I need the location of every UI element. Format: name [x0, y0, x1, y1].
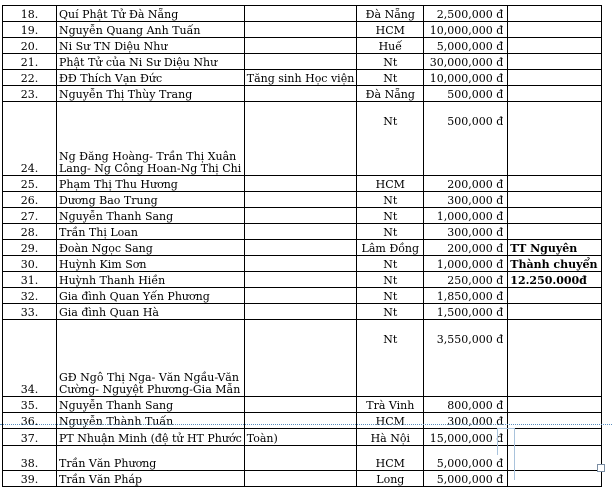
- donor-place: HCM: [357, 413, 424, 429]
- donor-place: Đà Nẵng: [357, 6, 424, 22]
- table-row: [3, 272, 602, 288]
- donor-place: Trà Vinh: [357, 397, 424, 413]
- donor-name: Phật Tử của Ni Sư Diệu Như: [57, 54, 245, 70]
- donor-note: [244, 288, 357, 304]
- donor-note: [244, 102, 357, 176]
- row-number: 22.: [3, 70, 57, 86]
- side-note: [508, 22, 602, 38]
- donation-amount: 500,000 đ: [424, 86, 508, 102]
- donation-amount: 5,000,000 đ: [424, 38, 508, 54]
- donor-place: Nt: [357, 304, 424, 320]
- side-note: [508, 208, 602, 224]
- row-number: 37.: [3, 429, 57, 446]
- table-row: [3, 413, 602, 429]
- donor-name: Dương Bao Trung: [57, 192, 245, 208]
- side-note: [508, 70, 602, 86]
- side-note: 12.250.000đ: [508, 272, 602, 288]
- donation-amount: 500,000 đ: [424, 102, 508, 176]
- side-note: [508, 224, 602, 240]
- donor-note: [244, 272, 357, 288]
- side-note: [508, 304, 602, 320]
- table-row: [3, 176, 602, 192]
- table-row: [3, 240, 602, 256]
- donation-amount: 1,000,000 đ: [424, 256, 508, 272]
- donor-note: [244, 471, 357, 487]
- donor-name: Gia đình Quan Hà: [57, 304, 245, 320]
- side-note: [508, 176, 602, 192]
- side-note: [508, 446, 602, 471]
- page-break-line: [0, 424, 612, 425]
- donor-name: Nguyễn Quang Anh Tuấn: [57, 22, 245, 38]
- row-number: 31.: [3, 272, 57, 288]
- row-number: 32.: [3, 288, 57, 304]
- donation-amount: 300,000 đ: [424, 413, 508, 429]
- donation-amount: 200,000 đ: [424, 176, 508, 192]
- donor-note: [244, 413, 357, 429]
- donor-place: Nt: [357, 256, 424, 272]
- donation-table: [2, 5, 602, 487]
- donor-name: ĐĐ Thích Vạn Đức: [57, 70, 245, 86]
- donation-amount: 3,550,000 đ: [424, 320, 508, 397]
- donor-note: [244, 320, 357, 397]
- donor-place: HCM: [357, 446, 424, 471]
- donation-amount: 30,000,000 đ: [424, 54, 508, 70]
- side-note: [508, 288, 602, 304]
- table-row: [3, 86, 602, 102]
- row-number: 19.: [3, 22, 57, 38]
- table-row: [3, 224, 602, 240]
- donation-amount: 300,000 đ: [424, 192, 508, 208]
- row-number: 28.: [3, 224, 57, 240]
- side-note: [508, 38, 602, 54]
- donation-amount: 5,000,000 đ: [424, 471, 508, 487]
- row-number: 34.: [3, 320, 57, 397]
- table-row: [3, 54, 602, 70]
- donor-place: Nt: [357, 70, 424, 86]
- table-row: [3, 22, 602, 38]
- side-note: [508, 320, 602, 397]
- donation-amount: 1,500,000 đ: [424, 304, 508, 320]
- side-note: [508, 6, 602, 22]
- table-row: [3, 256, 602, 272]
- donor-name: Nguyễn Thanh Sang: [57, 208, 245, 224]
- donor-place: Long: [357, 471, 424, 487]
- donor-name: PT Nhuận Minh (đệ tử HT Phước: [57, 429, 245, 446]
- donor-name: Ni Sư TN Diệu Như: [57, 38, 245, 54]
- donor-note: [244, 224, 357, 240]
- side-note: [508, 102, 602, 176]
- row-number: 21.: [3, 54, 57, 70]
- donor-note: [244, 54, 357, 70]
- donation-table-body: [3, 6, 602, 487]
- donor-place: Nt: [357, 272, 424, 288]
- donor-place: Nt: [357, 54, 424, 70]
- side-note: [508, 397, 602, 413]
- row-number: 18.: [3, 6, 57, 22]
- donor-note: [244, 86, 357, 102]
- donor-note: [244, 22, 357, 38]
- row-number: 35.: [3, 397, 57, 413]
- donation-amount: 15,000,000 đ: [424, 429, 508, 446]
- table-row: [3, 38, 602, 54]
- table-row: [3, 471, 602, 487]
- donor-name: Trần Văn Pháp: [57, 471, 245, 487]
- table-row: [3, 208, 602, 224]
- side-note: [508, 86, 602, 102]
- table-row: [3, 288, 602, 304]
- row-number: 27.: [3, 208, 57, 224]
- row-number: 38.: [3, 446, 57, 471]
- donor-place: Nt: [357, 320, 424, 397]
- page-margin-marker: [497, 428, 515, 455]
- table-row: [3, 192, 602, 208]
- donor-place: Nt: [357, 208, 424, 224]
- donor-place: Nt: [357, 288, 424, 304]
- row-number: 30.: [3, 256, 57, 272]
- donor-place: Nt: [357, 224, 424, 240]
- donor-name: Nguyễn Thị Thùy Trang: [57, 86, 245, 102]
- donor-note: [244, 6, 357, 22]
- donor-name: Ng Đăng Hoàng- Trần Thị Xuân Lang- Ng Công Hoan-Ng Thị Chi: [57, 102, 245, 176]
- donor-place: HCM: [357, 22, 424, 38]
- donation-amount: 800,000 đ: [424, 397, 508, 413]
- donor-note: [244, 256, 357, 272]
- table-row: [3, 304, 602, 320]
- donor-name: Nguyễn Thanh Sang: [57, 397, 245, 413]
- donor-name: Huỳnh Kim Sơn: [57, 256, 245, 272]
- donation-amount: 10,000,000 đ: [424, 22, 508, 38]
- donor-name: Trần Văn Phương: [57, 446, 245, 471]
- donation-amount: 200,000 đ: [424, 240, 508, 256]
- side-note: [508, 413, 602, 429]
- table-row: [3, 6, 602, 22]
- donor-note: [244, 208, 357, 224]
- donor-note: [244, 446, 357, 471]
- donation-amount: 1,000,000 đ: [424, 208, 508, 224]
- donation-amount: 250,000 đ: [424, 272, 508, 288]
- donor-note: [244, 38, 357, 54]
- donor-note: [244, 240, 357, 256]
- side-note: [508, 192, 602, 208]
- donor-note: Tăng sinh Học viện: [244, 70, 357, 86]
- donation-amount: 1,850,000 đ: [424, 288, 508, 304]
- donor-name: Huỳnh Thanh Hiền: [57, 272, 245, 288]
- donor-place: Đà Nẵng: [357, 86, 424, 102]
- donor-note: Toàn): [244, 429, 357, 446]
- row-number: 33.: [3, 304, 57, 320]
- side-note: [508, 54, 602, 70]
- donor-name: Nguyễn Thành Tuấn: [57, 413, 245, 429]
- row-number: 36.: [3, 413, 57, 429]
- donor-place: Nt: [357, 192, 424, 208]
- donation-amount: 300,000 đ: [424, 224, 508, 240]
- donor-name: Gia đình Quan Yến Phương: [57, 288, 245, 304]
- table-row: [3, 320, 602, 397]
- side-note: Thành chuyển: [508, 256, 602, 272]
- row-number: 39.: [3, 471, 57, 487]
- row-number: 23.: [3, 86, 57, 102]
- donation-amount: 2,500,000 đ: [424, 6, 508, 22]
- row-number: 29.: [3, 240, 57, 256]
- side-note: [508, 429, 602, 446]
- table-resize-handle[interactable]: [597, 464, 605, 472]
- donor-name: Đoàn Ngọc Sang: [57, 240, 245, 256]
- donor-name: GĐ Ngô Thị Nga- Văn Ngầu-Văn Cường- Nguyệt Phương-Gia Mẫn: [57, 320, 245, 397]
- donation-amount: 5,000,000 đ: [424, 446, 508, 471]
- donor-name: Phạm Thị Thu Hương: [57, 176, 245, 192]
- row-number: 20.: [3, 38, 57, 54]
- donor-note: [244, 192, 357, 208]
- row-number: 26.: [3, 192, 57, 208]
- donor-note: [244, 176, 357, 192]
- donor-place: Lâm Đồng: [357, 240, 424, 256]
- donor-place: Nt: [357, 102, 424, 176]
- table-row: [3, 397, 602, 413]
- table-row: [3, 102, 602, 176]
- donor-place: HCM: [357, 176, 424, 192]
- donor-name: Quí Phật Tử Đà Nẵng: [57, 6, 245, 22]
- row-number: 25.: [3, 176, 57, 192]
- donor-name: Trần Thị Loan: [57, 224, 245, 240]
- row-number: 24.: [3, 102, 57, 176]
- page-margin-marker-line: [514, 428, 515, 480]
- donation-amount: 10,000,000 đ: [424, 70, 508, 86]
- side-note: TT Nguyên: [508, 240, 602, 256]
- donor-note: [244, 397, 357, 413]
- donor-place: Hà Nội: [357, 429, 424, 446]
- table-row: [3, 70, 602, 86]
- donor-note: [244, 304, 357, 320]
- side-note: [508, 471, 602, 487]
- donor-place: Huế: [357, 38, 424, 54]
